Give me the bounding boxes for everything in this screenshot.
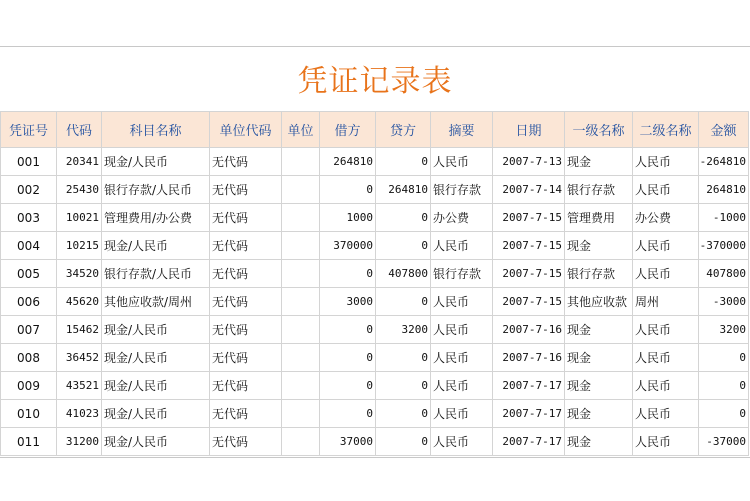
table-row	[1, 148, 749, 176]
level1-name-cell[interactable]: 管理费用	[565, 204, 633, 232]
table-row	[1, 176, 749, 204]
summary-cell[interactable]: 人民币	[431, 372, 493, 400]
level1-name-cell[interactable]: 银行存款	[565, 260, 633, 288]
debit-cell[interactable]: 0	[320, 316, 376, 344]
code-cell[interactable]: 36452	[57, 344, 102, 372]
unit-cell[interactable]	[282, 176, 320, 204]
unit-code-cell[interactable]: 无代码	[210, 260, 282, 288]
amount-cell[interactable]: 0	[699, 400, 749, 428]
amount-cell[interactable]: 407800	[699, 260, 749, 288]
unit-code-cell[interactable]: 无代码	[210, 232, 282, 260]
col-header-level2-name[interactable]: 二级名称	[633, 112, 699, 148]
debit-cell[interactable]: 3000	[320, 288, 376, 316]
debit-cell[interactable]: 370000	[320, 232, 376, 260]
amount-cell[interactable]: -264810	[699, 148, 749, 176]
account-name-cell[interactable]: 现金/人民币	[102, 316, 210, 344]
credit-cell[interactable]: 0	[376, 344, 431, 372]
table-row	[1, 288, 749, 316]
code-cell[interactable]: 45620	[57, 288, 102, 316]
table-row	[1, 260, 749, 288]
credit-cell[interactable]: 0	[376, 400, 431, 428]
col-header-summary[interactable]: 摘要	[431, 112, 493, 148]
account-name-cell[interactable]: 现金/人民币	[102, 344, 210, 372]
level1-name-cell[interactable]: 现金	[565, 428, 633, 456]
date-cell[interactable]: 2007-7-16	[493, 316, 565, 344]
summary-cell[interactable]: 人民币	[431, 344, 493, 372]
credit-cell[interactable]: 407800	[376, 260, 431, 288]
unit-code-cell[interactable]: 无代码	[210, 400, 282, 428]
amount-cell[interactable]: 3200	[699, 316, 749, 344]
unit-cell[interactable]	[282, 316, 320, 344]
summary-cell[interactable]: 人民币	[431, 148, 493, 176]
level2-name-cell[interactable]: 人民币	[633, 316, 699, 344]
credit-cell[interactable]: 264810	[376, 176, 431, 204]
voucher-no-cell[interactable]: 009	[1, 372, 57, 400]
level1-name-cell[interactable]: 其他应收款	[565, 288, 633, 316]
col-header-unit-code[interactable]: 单位代码	[210, 112, 282, 148]
code-cell[interactable]: 15462	[57, 316, 102, 344]
code-cell[interactable]: 31200	[57, 428, 102, 456]
code-cell[interactable]: 10021	[57, 204, 102, 232]
col-header-date[interactable]: 日期	[493, 112, 565, 148]
table-row	[1, 428, 749, 456]
summary-cell[interactable]: 人民币	[431, 232, 493, 260]
level2-name-cell[interactable]: 周州	[633, 288, 699, 316]
unit-cell[interactable]	[282, 288, 320, 316]
date-cell[interactable]: 2007-7-15	[493, 288, 565, 316]
credit-cell[interactable]: 0	[376, 288, 431, 316]
unit-code-cell[interactable]: 无代码	[210, 148, 282, 176]
amount-cell[interactable]: -370000	[699, 232, 749, 260]
summary-cell[interactable]: 银行存款	[431, 176, 493, 204]
voucher-sheet	[0, 46, 750, 458]
col-header-debit[interactable]: 借方	[320, 112, 376, 148]
account-name-cell[interactable]: 管理费用/办公费	[102, 204, 210, 232]
debit-cell[interactable]: 0	[320, 344, 376, 372]
summary-cell[interactable]: 人民币	[431, 400, 493, 428]
amount-cell[interactable]: 0	[699, 344, 749, 372]
col-header-credit[interactable]: 贷方	[376, 112, 431, 148]
voucher-no-cell[interactable]: 001	[1, 148, 57, 176]
unit-cell[interactable]	[282, 148, 320, 176]
voucher-no-cell[interactable]: 005	[1, 260, 57, 288]
amount-cell[interactable]: -3000	[699, 288, 749, 316]
level2-name-cell[interactable]: 人民币	[633, 176, 699, 204]
credit-cell[interactable]: 0	[376, 232, 431, 260]
level1-name-cell[interactable]: 现金	[565, 372, 633, 400]
account-name-cell[interactable]: 银行存款/人民币	[102, 260, 210, 288]
summary-cell[interactable]: 办公费	[431, 204, 493, 232]
credit-cell[interactable]: 0	[376, 204, 431, 232]
unit-code-cell[interactable]: 无代码	[210, 344, 282, 372]
code-cell[interactable]: 41023	[57, 400, 102, 428]
col-header-amount[interactable]: 金额	[699, 112, 749, 148]
unit-code-cell[interactable]: 无代码	[210, 176, 282, 204]
table-row	[1, 344, 749, 372]
col-header-account-name[interactable]: 科目名称	[102, 112, 210, 148]
credit-cell[interactable]: 3200	[376, 316, 431, 344]
table-row	[1, 204, 749, 232]
amount-cell[interactable]: -1000	[699, 204, 749, 232]
summary-cell[interactable]: 银行存款	[431, 260, 493, 288]
code-cell[interactable]: 43521	[57, 372, 102, 400]
table-row	[1, 400, 749, 428]
header-row	[1, 112, 749, 148]
amount-cell[interactable]: 264810	[699, 176, 749, 204]
level2-name-cell[interactable]: 人民币	[633, 148, 699, 176]
voucher-no-cell[interactable]: 006	[1, 288, 57, 316]
unit-cell[interactable]	[282, 344, 320, 372]
col-header-unit[interactable]: 单位	[282, 112, 320, 148]
unit-cell[interactable]	[282, 260, 320, 288]
account-name-cell[interactable]: 现金/人民币	[102, 428, 210, 456]
date-cell[interactable]: 2007-7-13	[493, 148, 565, 176]
debit-cell[interactable]: 264810	[320, 148, 376, 176]
debit-cell[interactable]: 0	[320, 400, 376, 428]
table-row	[1, 316, 749, 344]
date-cell[interactable]: 2007-7-17	[493, 400, 565, 428]
date-cell[interactable]: 2007-7-16	[493, 344, 565, 372]
account-name-cell[interactable]: 现金/人民币	[102, 232, 210, 260]
unit-code-cell[interactable]: 无代码	[210, 428, 282, 456]
debit-cell[interactable]: 0	[320, 372, 376, 400]
voucher-table	[0, 111, 749, 456]
level2-name-cell[interactable]: 人民币	[633, 428, 699, 456]
account-name-cell[interactable]: 其他应收款/周州	[102, 288, 210, 316]
credit-cell[interactable]: 0	[376, 428, 431, 456]
debit-cell[interactable]: 37000	[320, 428, 376, 456]
unit-code-cell[interactable]: 无代码	[210, 316, 282, 344]
credit-cell[interactable]: 0	[376, 148, 431, 176]
voucher-no-cell[interactable]: 011	[1, 428, 57, 456]
unit-cell[interactable]	[282, 372, 320, 400]
level1-name-cell[interactable]: 现金	[565, 148, 633, 176]
amount-cell[interactable]: 0	[699, 372, 749, 400]
voucher-no-cell[interactable]: 007	[1, 316, 57, 344]
level1-name-cell[interactable]: 现金	[565, 344, 633, 372]
code-cell[interactable]: 25430	[57, 176, 102, 204]
col-header-level1-name[interactable]: 一级名称	[565, 112, 633, 148]
level1-name-cell[interactable]: 现金	[565, 232, 633, 260]
level2-name-cell[interactable]: 人民币	[633, 372, 699, 400]
level1-name-cell[interactable]: 现金	[565, 400, 633, 428]
summary-cell[interactable]: 人民币	[431, 428, 493, 456]
unit-cell[interactable]	[282, 232, 320, 260]
voucher-no-cell[interactable]: 002	[1, 176, 57, 204]
level2-name-cell[interactable]: 办公费	[633, 204, 699, 232]
table-row	[1, 372, 749, 400]
date-cell[interactable]: 2007-7-17	[493, 428, 565, 456]
table-row	[1, 232, 749, 260]
unit-code-cell[interactable]: 无代码	[210, 372, 282, 400]
unit-cell[interactable]	[282, 428, 320, 456]
code-cell[interactable]: 20341	[57, 148, 102, 176]
account-name-cell[interactable]: 现金/人民币	[102, 400, 210, 428]
date-cell[interactable]: 2007-7-15	[493, 260, 565, 288]
level1-name-cell[interactable]: 现金	[565, 316, 633, 344]
credit-cell[interactable]: 0	[376, 372, 431, 400]
account-name-cell[interactable]: 现金/人民币	[102, 372, 210, 400]
unit-cell[interactable]	[282, 400, 320, 428]
account-name-cell[interactable]: 银行存款/人民币	[102, 176, 210, 204]
voucher-no-cell[interactable]: 003	[1, 204, 57, 232]
debit-cell[interactable]: 1000	[320, 204, 376, 232]
voucher-no-cell[interactable]: 008	[1, 344, 57, 372]
date-cell[interactable]: 2007-7-15	[493, 232, 565, 260]
code-cell[interactable]: 10215	[57, 232, 102, 260]
voucher-no-cell[interactable]: 010	[1, 400, 57, 428]
account-name-cell[interactable]: 现金/人民币	[102, 148, 210, 176]
level2-name-cell[interactable]: 人民币	[633, 260, 699, 288]
unit-code-cell[interactable]: 无代码	[210, 204, 282, 232]
level2-name-cell[interactable]: 人民币	[633, 400, 699, 428]
sheet-title: 凭证记录表	[297, 64, 453, 99]
summary-cell[interactable]: 人民币	[431, 316, 493, 344]
unit-cell[interactable]	[282, 204, 320, 232]
col-header-code[interactable]: 代码	[57, 112, 102, 148]
date-cell[interactable]: 2007-7-14	[493, 176, 565, 204]
level2-name-cell[interactable]: 人民币	[633, 232, 699, 260]
amount-cell[interactable]: -37000	[699, 428, 749, 456]
code-cell[interactable]: 34520	[57, 260, 102, 288]
voucher-no-cell[interactable]: 004	[1, 232, 57, 260]
date-cell[interactable]: 2007-7-17	[493, 372, 565, 400]
debit-cell[interactable]: 0	[320, 176, 376, 204]
level2-name-cell[interactable]: 人民币	[633, 344, 699, 372]
date-cell[interactable]: 2007-7-15	[493, 204, 565, 232]
col-header-voucher-no[interactable]: 凭证号	[1, 112, 57, 148]
level1-name-cell[interactable]: 银行存款	[565, 176, 633, 204]
unit-code-cell[interactable]: 无代码	[210, 288, 282, 316]
summary-cell[interactable]: 人民币	[431, 288, 493, 316]
debit-cell[interactable]: 0	[320, 260, 376, 288]
